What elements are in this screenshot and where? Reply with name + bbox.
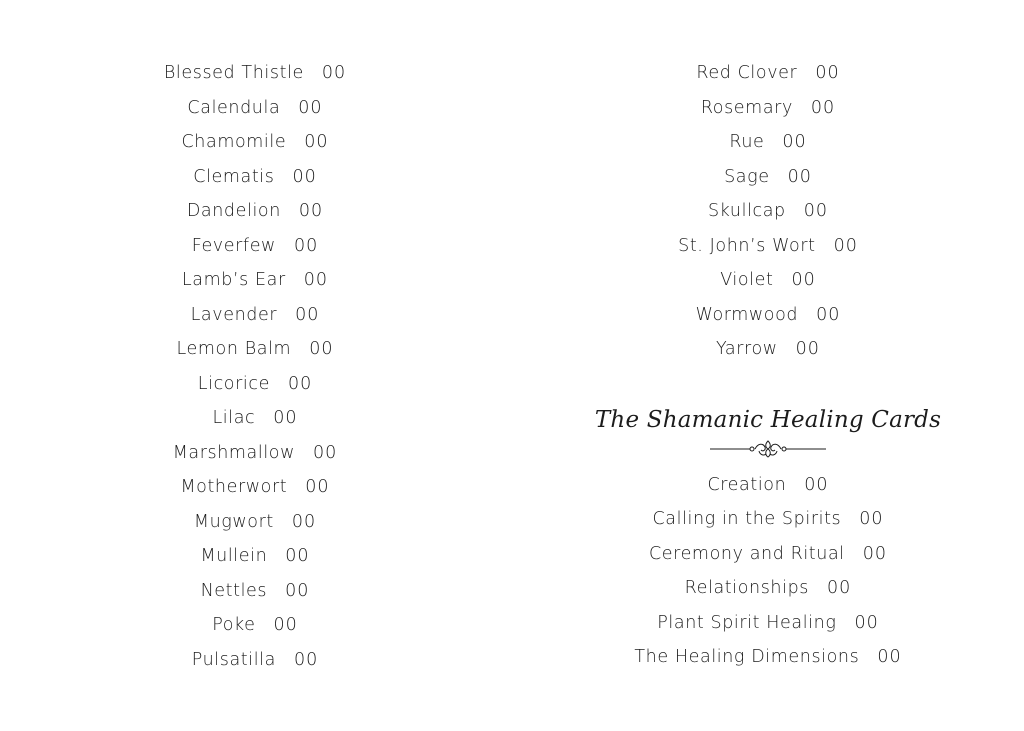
entry-page-number: 00 xyxy=(298,97,323,118)
entry-page-number: 00 xyxy=(313,442,338,463)
entry-page-number: 00 xyxy=(862,543,888,564)
toc-right-column xyxy=(594,56,942,675)
entry-page-number: 00 xyxy=(321,63,347,83)
entry-page-number: 00 xyxy=(803,201,829,221)
entry-page-number: 00 xyxy=(309,339,334,359)
entry-title: Dandelion xyxy=(186,201,281,221)
entry-page-number: 00 xyxy=(295,304,320,325)
entry-page-number: 00 xyxy=(285,580,310,601)
entry-title: Feverfew xyxy=(191,235,276,256)
entry-title: Mullein xyxy=(200,546,268,566)
toc-left-column xyxy=(130,56,380,677)
toc-entry[interactable] xyxy=(720,263,816,298)
entry-title: Blessed Thistle xyxy=(163,63,304,83)
toc-entry[interactable] xyxy=(191,298,320,333)
entry-page-number: 00 xyxy=(304,132,329,152)
entry-page-number: 00 xyxy=(303,270,329,290)
toc-entry[interactable] xyxy=(187,91,322,126)
entry-page-number: 00 xyxy=(298,201,324,221)
entry-page-number: 00 xyxy=(827,578,852,598)
entry-title: Clematis xyxy=(193,166,275,187)
toc-entry[interactable] xyxy=(707,468,828,503)
toc-entry[interactable] xyxy=(198,367,312,402)
entry-title: Lamb’s Ear xyxy=(181,270,286,290)
toc-entry[interactable] xyxy=(181,125,328,160)
entry-title: Motherwort xyxy=(180,477,288,497)
toc-entry[interactable] xyxy=(678,229,858,264)
entry-page-number: 00 xyxy=(833,235,858,256)
toc-entry[interactable] xyxy=(200,539,309,574)
entry-title: Calendula xyxy=(187,97,281,118)
entry-page-number: 00 xyxy=(293,649,319,670)
entry-page-number: 00 xyxy=(291,511,317,532)
entry-page-number: 00 xyxy=(782,132,807,152)
entry-page-number: 00 xyxy=(285,546,310,566)
toc-entry[interactable] xyxy=(724,160,812,195)
entry-title: Mugwort xyxy=(193,511,274,532)
toc-entry[interactable] xyxy=(180,470,329,505)
entry-title: Chamomile xyxy=(181,132,287,152)
entry-page-number: 00 xyxy=(804,474,829,495)
entry-page-number: 00 xyxy=(816,304,841,325)
toc-entry[interactable] xyxy=(716,332,820,367)
entry-title: Rue xyxy=(729,132,765,152)
entry-title: Lemon Balm xyxy=(176,339,292,359)
toc-entry[interactable] xyxy=(192,229,319,264)
entry-page-number: 00 xyxy=(787,166,812,187)
entry-title: St. John’s Wort xyxy=(678,235,816,256)
entry-title: Violet xyxy=(720,270,774,290)
entry-title: Licorice xyxy=(197,373,270,394)
entry-page-number: 00 xyxy=(273,408,298,428)
toc-entry[interactable] xyxy=(212,608,298,643)
entry-title: Wormwood xyxy=(695,304,799,325)
entry-page-number: 00 xyxy=(305,477,330,497)
entry-title: Rosemary xyxy=(700,97,793,118)
entry-title: Calling in the Spirits xyxy=(652,509,842,529)
entry-page-number: 00 xyxy=(795,339,820,359)
entry-page-number: 00 xyxy=(810,97,836,118)
entry-page-number: 00 xyxy=(791,270,816,290)
toc-entry[interactable] xyxy=(696,298,841,333)
entry-title: Sage xyxy=(724,166,770,187)
toc-entry[interactable] xyxy=(177,332,334,367)
toc-entry[interactable] xyxy=(193,160,317,195)
entry-title: Marshmallow xyxy=(172,442,296,463)
toc-entry[interactable] xyxy=(194,505,316,540)
entry-title: Pulsatilla xyxy=(191,649,276,670)
entry-title: Relationships xyxy=(684,578,810,598)
toc-entry[interactable] xyxy=(685,571,852,606)
entry-title: Lilac xyxy=(212,408,256,428)
toc-entry[interactable] xyxy=(164,56,346,91)
toc-entry[interactable] xyxy=(173,436,338,471)
entry-title: Skullcap xyxy=(707,201,786,221)
entry-title: Plant Spirit Healing xyxy=(657,612,837,633)
toc-entry[interactable] xyxy=(701,91,835,126)
entry-page-number: 00 xyxy=(293,235,319,256)
toc-entry[interactable] xyxy=(192,643,319,678)
floral-divider-icon xyxy=(708,438,828,460)
entry-page-number: 00 xyxy=(292,166,317,187)
entry-page-number: 00 xyxy=(815,63,840,83)
entry-page-number: 00 xyxy=(877,647,902,667)
entry-page-number: 00 xyxy=(854,612,879,633)
toc-entry[interactable] xyxy=(201,574,310,609)
toc-entry[interactable] xyxy=(649,537,887,572)
entry-page-number: 00 xyxy=(273,615,298,635)
toc-entry[interactable] xyxy=(657,606,878,641)
entry-title: Lavender xyxy=(190,304,278,325)
toc-entry[interactable] xyxy=(652,502,883,537)
toc-entry[interactable] xyxy=(708,194,828,229)
entry-page-number: 00 xyxy=(859,509,884,529)
toc-entry[interactable] xyxy=(212,401,297,436)
entry-title: Yarrow xyxy=(716,339,778,359)
entry-title: The Healing Dimensions xyxy=(634,647,860,667)
entry-title: Poke xyxy=(212,615,256,635)
toc-entry[interactable] xyxy=(182,263,328,298)
entry-title: Ceremony and Ritual xyxy=(648,543,845,564)
entry-title: Creation xyxy=(707,474,787,495)
toc-entry[interactable] xyxy=(696,56,839,91)
toc-entry[interactable] xyxy=(729,125,806,160)
entry-title: Red Clover xyxy=(696,63,798,83)
toc-entry[interactable] xyxy=(187,194,323,229)
toc-entry[interactable] xyxy=(634,640,901,675)
entry-title: Nettles xyxy=(200,580,268,601)
section-heading: The Shamanic Healing Cards xyxy=(594,406,942,433)
entry-page-number: 00 xyxy=(287,373,313,394)
